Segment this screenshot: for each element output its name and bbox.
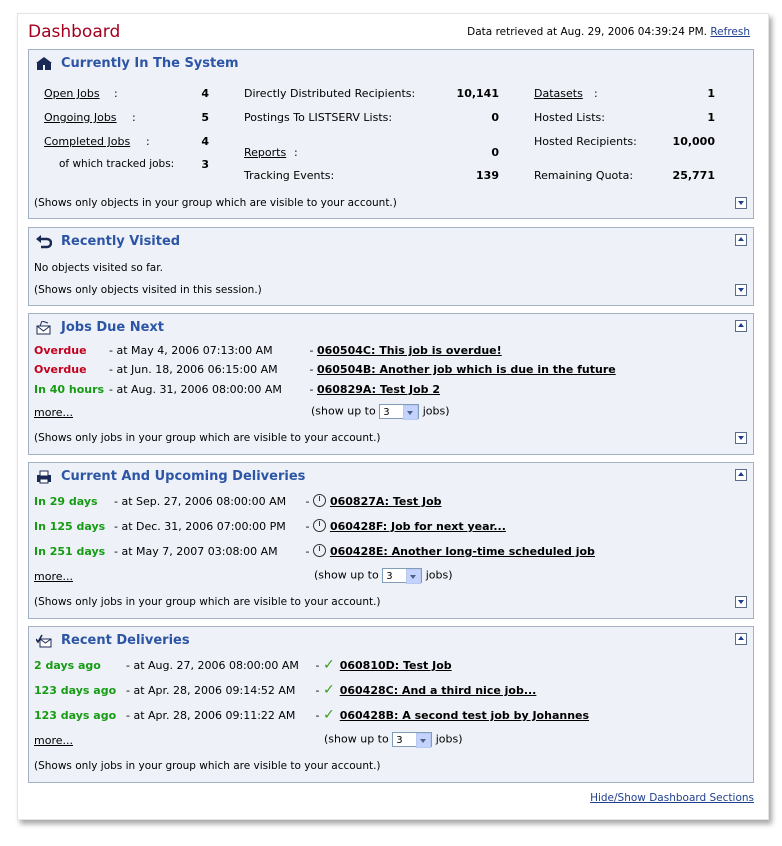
hosted-lists-count: 1	[707, 111, 715, 124]
list-item: Overdue - at May 4, 2006 07:13:00 AM - 060504C: This job is overdue!	[34, 344, 502, 357]
section-note: (Shows only jobs in your group which are visible to your account.)	[34, 760, 381, 772]
job-link[interactable]: 060428E: Another long-time scheduled job	[329, 545, 595, 558]
clock-icon	[313, 494, 326, 507]
section-title: Recently Visited	[61, 234, 181, 249]
ddr-label: Directly Distributed Recipients:	[244, 87, 416, 100]
show-up-to-label: (show up to	[314, 568, 379, 582]
section-note: (Shows only objects visited in this session.)	[34, 284, 262, 296]
page-title: Dashboard	[28, 22, 121, 42]
printer-icon	[36, 470, 52, 484]
section-recent-deliveries	[28, 626, 754, 783]
reports-count: 0	[491, 146, 499, 159]
jobs-label: jobs)	[422, 404, 450, 418]
colon: :	[594, 87, 598, 100]
job-link[interactable]: 060428B: A second test job by Johannes	[339, 709, 590, 722]
delivery-status: In 125 days	[34, 520, 106, 533]
delivery-status: 2 days ago	[34, 659, 101, 672]
reports-link[interactable]: Reports	[244, 146, 287, 159]
envelope-icon	[36, 321, 52, 335]
more-link[interactable]: more...	[34, 734, 73, 747]
job-status: In 40 hours	[34, 383, 105, 396]
job-link[interactable]: 060428C: And a third nice job...	[339, 684, 537, 697]
tracking-label: Tracking Events:	[244, 169, 335, 182]
ongoing-jobs-link[interactable]: Ongoing Jobs	[44, 111, 117, 124]
data-retrieved	[467, 26, 750, 38]
tracking-count: 139	[476, 169, 499, 182]
list-item: In 125 days - at Dec. 31, 2006 07:00:00 PM - 060428F: Job for next year...	[34, 520, 506, 533]
back-arrow-icon	[36, 235, 52, 249]
job-status: Overdue	[34, 363, 87, 376]
list-item: 2 days ago - at Aug. 27, 2006 08:00:00 AM - ✓ 060810D: Test Job	[34, 657, 452, 673]
expand-toggle[interactable]	[735, 469, 747, 481]
job-when: - at Aug. 31, 2006 08:00:00 AM	[109, 383, 282, 396]
delivery-status: 123 days ago	[34, 709, 117, 722]
expand-toggle[interactable]	[735, 633, 747, 645]
section-note: (Shows only objects in your group which are visible to your account.)	[34, 197, 397, 209]
job-when: - at Jun. 18, 2006 06:15:00 AM	[109, 363, 278, 376]
show-count-select[interactable]	[392, 732, 432, 747]
list-item: Overdue - at Jun. 18, 2006 06:15:00 AM - 060504B: Another job which is due in the future	[34, 363, 616, 376]
section-note: (Shows only jobs in your group which are visible to your account.)	[34, 432, 381, 444]
colon: :	[146, 135, 150, 148]
completed-jobs-count: 4	[201, 135, 209, 148]
refresh-link[interactable]: Refresh	[710, 26, 750, 38]
datasets-count: 1	[707, 87, 715, 100]
ongoing-jobs-count: 5	[201, 111, 209, 124]
colon: :	[114, 87, 118, 100]
show-count-select[interactable]	[382, 568, 422, 583]
colon: :	[294, 146, 298, 159]
delivery-status: 123 days ago	[34, 684, 117, 697]
section-upcoming-deliveries	[28, 462, 754, 619]
expand-toggle[interactable]	[735, 234, 747, 246]
more-link[interactable]: more...	[34, 406, 73, 419]
delivery-when: - at Dec. 31, 2006 07:00:00 PM	[114, 520, 286, 533]
checkmark-icon: ✓	[322, 657, 335, 673]
select-value: 3	[396, 735, 403, 746]
section-title: Recent Deliveries	[61, 633, 190, 648]
delivery-when: - at May 7, 2007 03:08:00 AM	[114, 545, 278, 558]
quota-count: 25,771	[672, 169, 715, 182]
section-title: Currently In The System	[61, 56, 239, 71]
open-jobs-link[interactable]: Open Jobs	[44, 87, 100, 100]
completed-jobs-link[interactable]: Completed Jobs	[44, 135, 131, 148]
job-link[interactable]: 060829A: Test Job 2	[316, 383, 440, 396]
delivery-when: - at Apr. 28, 2006 09:14:52 AM	[126, 684, 296, 697]
job-link[interactable]: 060504C: This job is overdue!	[316, 344, 502, 357]
job-link[interactable]: 060827A: Test Job	[329, 495, 442, 508]
show-up-to-label: (show up to	[311, 404, 376, 418]
retrieved-text: Data retrieved at Aug. 29, 2006 04:39:24 PM.	[467, 26, 707, 38]
job-link[interactable]: 060504B: Another job which is due in the future	[316, 363, 616, 376]
postings-count: 0	[491, 111, 499, 124]
chevron-down-icon	[416, 733, 431, 748]
section-jobs-due-next	[28, 313, 754, 455]
postings-label: Postings To LISTSERV Lists:	[244, 111, 393, 124]
chevron-down-icon	[406, 569, 421, 584]
section-title: Jobs Due Next	[61, 320, 165, 335]
section-header	[36, 469, 305, 484]
list-item: In 40 hours - at Aug. 31, 2006 08:00:00 AM - 060829A: Test Job 2	[34, 383, 440, 396]
jobs-label: jobs)	[425, 568, 453, 582]
job-when: - at May 4, 2006 07:13:00 AM	[109, 344, 273, 357]
section-header	[36, 320, 164, 335]
section-title: Current And Upcoming Deliveries	[61, 469, 306, 484]
delivery-status: In 29 days	[34, 495, 98, 508]
collapse-toggle[interactable]	[735, 197, 747, 209]
jobs-label: jobs)	[435, 732, 463, 746]
house-icon	[36, 57, 52, 71]
show-up-to	[314, 568, 453, 583]
list-item: In 251 days - at May 7, 2007 03:08:00 AM - 060428E: Another long-time scheduled job	[34, 545, 595, 558]
colon: :	[132, 111, 136, 124]
more-link[interactable]: more...	[34, 570, 73, 583]
delivery-when: - at Aug. 27, 2006 08:00:00 AM	[126, 659, 299, 672]
list-item: In 29 days - at Sep. 27, 2006 08:00:00 AM - 060827A: Test Job	[34, 495, 442, 508]
ddr-count: 10,141	[456, 87, 499, 100]
clock-icon	[313, 544, 326, 557]
hide-show-sections-link[interactable]: Hide/Show Dashboard Sections	[590, 792, 754, 804]
hosted-recipients-label: Hosted Recipients:	[534, 135, 637, 148]
tracked-jobs-count: 3	[201, 158, 209, 171]
datasets-link[interactable]: Datasets	[534, 87, 583, 100]
show-up-to-label: (show up to	[324, 732, 389, 746]
delivered-mail-icon	[36, 634, 52, 648]
section-recently-visited	[28, 227, 754, 306]
collapse-toggle[interactable]	[735, 284, 747, 296]
delivery-when: - at Apr. 28, 2006 09:11:22 AM	[126, 709, 296, 722]
collapse-toggle[interactable]	[735, 432, 747, 444]
delivery-when: - at Sep. 27, 2006 08:00:00 AM	[114, 495, 287, 508]
list-item: 123 days ago - at Apr. 28, 2006 09:11:22 AM - ✓ 060428B: A second test job by Johannes	[34, 707, 590, 723]
section-header	[36, 633, 190, 648]
empty-message: No objects visited so far.	[34, 262, 163, 274]
show-up-to	[324, 732, 463, 747]
dashboard-frame	[17, 13, 769, 820]
select-value: 3	[383, 407, 390, 418]
hosted-lists-label: Hosted Lists:	[534, 111, 605, 124]
section-header	[36, 234, 180, 249]
show-up-to	[311, 404, 450, 419]
list-item: 123 days ago - at Apr. 28, 2006 09:14:52 AM - ✓ 060428C: And a third nice job...	[34, 682, 537, 698]
checkmark-icon: ✓	[322, 682, 335, 698]
hosted-recipients-count: 10,000	[672, 135, 715, 148]
open-jobs-count: 4	[201, 87, 209, 100]
job-link[interactable]: 060810D: Test Job	[339, 659, 452, 672]
expand-toggle[interactable]	[735, 320, 747, 332]
job-status: Overdue	[34, 344, 87, 357]
tracked-jobs-label: of which tracked jobs:	[59, 158, 175, 170]
quota-label: Remaining Quota:	[534, 169, 634, 182]
checkmark-icon: ✓	[322, 707, 335, 723]
chevron-down-icon	[403, 405, 418, 420]
select-value: 3	[386, 571, 393, 582]
show-count-select[interactable]	[379, 404, 419, 419]
clock-icon	[313, 519, 326, 532]
delivery-status: In 251 days	[34, 545, 106, 558]
section-note: (Shows only jobs in your group which are visible to your account.)	[34, 596, 381, 608]
collapse-toggle[interactable]	[735, 596, 747, 608]
section-header	[36, 56, 239, 71]
section-currently-in-system	[28, 49, 754, 219]
job-link[interactable]: 060428F: Job for next year...	[329, 520, 506, 533]
